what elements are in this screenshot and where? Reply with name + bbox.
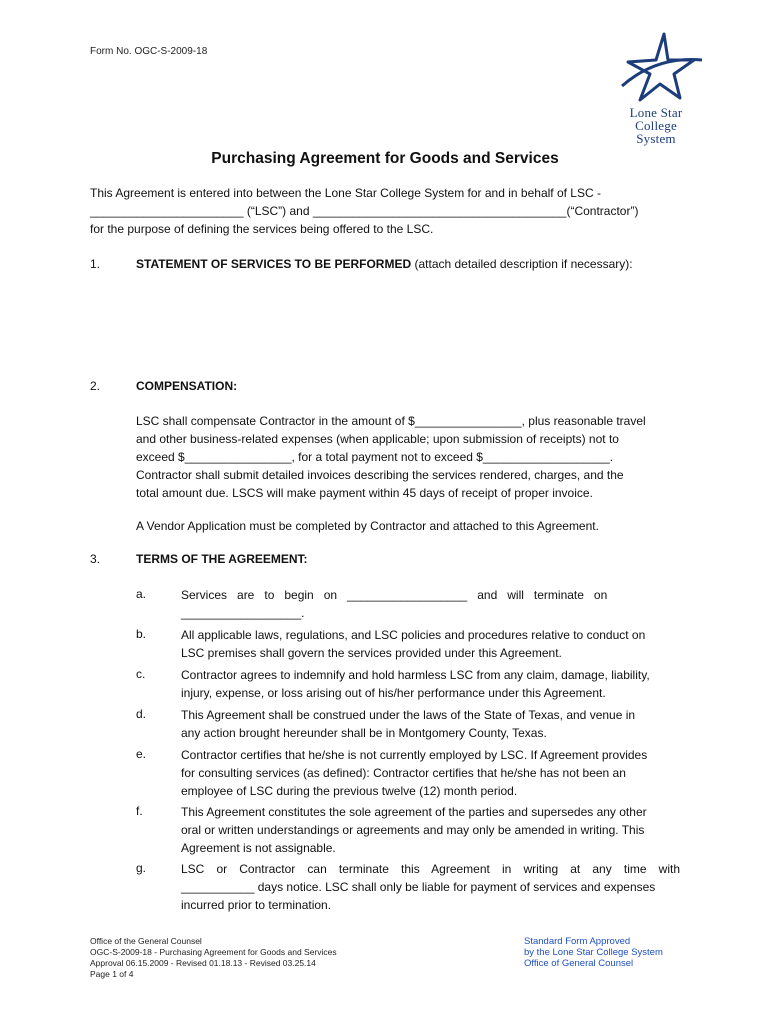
term-item-d <box>181 706 680 742</box>
logo-line-1: Lone Star <box>629 105 683 120</box>
term-item-c <box>181 666 680 702</box>
term-letter: e. <box>136 747 147 761</box>
term-line: ___________ days notice. LSC shall only be liable for payment of services and expenses <box>181 880 656 894</box>
term-letter: g. <box>136 861 147 875</box>
compensation-line: LSC shall compensate Contractor in the amount of $________________, plus reasonable travel <box>136 414 646 428</box>
term-letter: d. <box>136 707 147 721</box>
lone-star-college-logo <box>606 30 706 150</box>
compensation-line: Contractor shall submit detailed invoices describing the services rendered, charges, and the <box>136 468 624 482</box>
term-item-e <box>181 746 680 800</box>
footer-counsel: Office of General Counsel <box>524 958 634 969</box>
section-2-heading <box>136 379 237 393</box>
section-3-heading <box>136 552 308 566</box>
section-1-note: (attach detailed description if necessary): <box>411 257 633 271</box>
term-letter: f. <box>136 804 143 818</box>
term-line: oral or written understandings or agreements and may only be amended in writing. This <box>181 823 645 837</box>
footer-system: by the Lone Star College System <box>524 947 663 958</box>
footer-approval: Approval 06.15.2009 - Revised 01.18.13 - Revised 03.25.14 <box>90 958 316 968</box>
term-item-a <box>181 586 680 622</box>
term-line: LSC or Contractor can terminate this Agreement in writing at any time with <box>181 862 680 876</box>
term-line: Services are to begin on __________________ and will terminate on <box>181 588 608 602</box>
document-title: Purchasing Agreement for Goods and Services <box>211 150 559 167</box>
term-line: employee of LSC during the previous twelve (12) month period. <box>181 784 518 798</box>
intro-line: for the purpose of defining the services being offered to the LSC. <box>90 222 434 236</box>
term-letter: a. <box>136 587 147 601</box>
logo-line-3: System <box>636 131 676 146</box>
compensation-paragraph <box>136 412 680 502</box>
page-number: Page 1 of 4 <box>90 969 134 979</box>
intro-line: _______________________ (“LSC”) and ______________________________________(“Contractor”) <box>90 204 639 218</box>
term-line: This Agreement constitutes the sole agreement of the parties and supersedes any other <box>181 805 647 819</box>
section-1-heading <box>136 257 633 271</box>
footer-approved: Standard Form Approved <box>524 936 631 947</box>
logo-line-2: College <box>635 118 677 133</box>
term-line: Agreement is not assignable. <box>181 841 336 855</box>
section-2-title: COMPENSATION: <box>136 379 238 393</box>
term-letter: c. <box>136 667 146 681</box>
vendor-application-note: A Vendor Application must be completed by Contractor and attached to this Agreement. <box>136 519 599 533</box>
term-letter: b. <box>136 627 147 641</box>
footer-right <box>524 936 663 969</box>
term-line: LSC premises shall govern the services provided under this Agreement. <box>181 646 562 660</box>
form-number: Form No. OGC-S-2009-18 <box>90 46 208 57</box>
section-1-title: STATEMENT OF SERVICES TO BE PERFORMED <box>136 257 412 271</box>
term-line: for consulting services (as defined): Contractor certifies that he/she has not been an <box>181 766 626 780</box>
section-1-number: 1. <box>90 257 101 271</box>
intro-paragraph <box>90 184 680 238</box>
compensation-line: and other business-related expenses (when applicable; upon submission of receipts) not to <box>136 432 619 446</box>
section-3-number: 3. <box>90 552 101 566</box>
term-item-f <box>181 803 680 857</box>
section-3-title: TERMS OF THE AGREEMENT: <box>136 552 308 566</box>
footer-form-title: OGC-S-2009-18 - Purchasing Agreement for Goods and Services <box>90 947 337 957</box>
intro-line: This Agreement is entered into between the Lone Star College System for and in behalf of LSC - <box>90 186 601 200</box>
term-line: Contractor certifies that he/she is not currently employed by LSC. If Agreement provides <box>181 748 648 762</box>
star-icon <box>606 30 706 106</box>
term-line: Contractor agrees to indemnify and hold harmless LSC from any claim, damage, liability, <box>181 668 650 682</box>
footer-left <box>90 936 337 980</box>
term-item-g <box>181 860 680 914</box>
footer-office: Office of the General Counsel <box>90 936 202 946</box>
compensation-line: exceed $________________, for a total payment not to exceed $___________________. <box>136 450 614 464</box>
term-item-b <box>181 626 680 662</box>
compensation-line: total amount due. LSCS will make payment within 45 days of receipt of proper invoice. <box>136 486 593 500</box>
term-line: All applicable laws, regulations, and LSC policies and procedures relative to conduct on <box>181 628 646 642</box>
term-line: injury, expense, or loss arising out of his/her performance under this Agreement. <box>181 686 606 700</box>
section-2-number: 2. <box>90 379 101 393</box>
term-line: any action brought hereunder shall be in Montgomery County, Texas. <box>181 726 547 740</box>
term-line: __________________. <box>181 606 305 620</box>
term-line: incurred prior to termination. <box>181 898 332 912</box>
term-line: This Agreement shall be construed under the laws of the State of Texas, and venue in <box>181 708 636 722</box>
